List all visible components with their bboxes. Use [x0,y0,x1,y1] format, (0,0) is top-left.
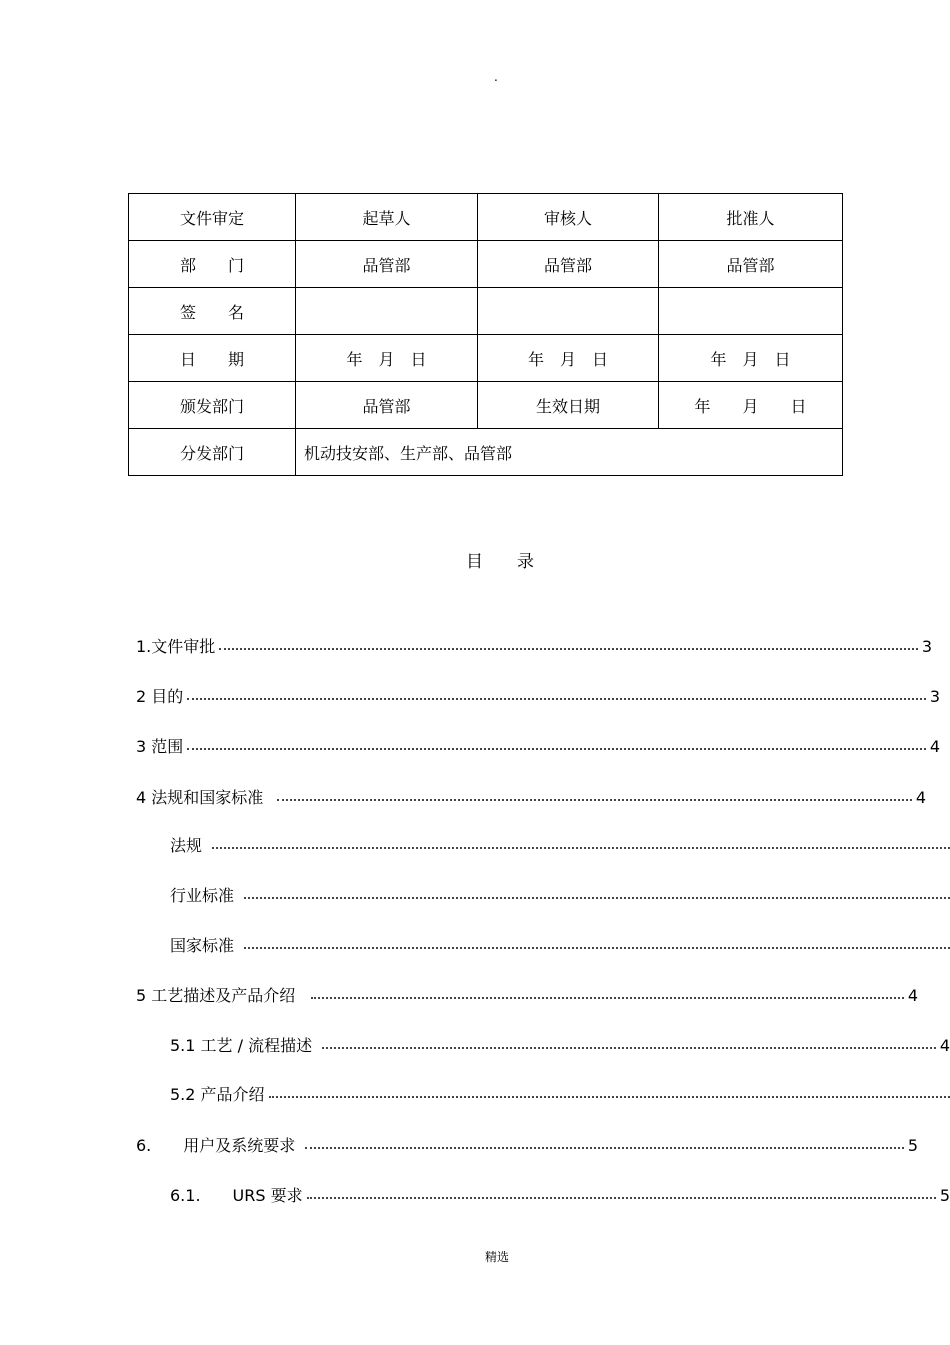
dot-leader [244,896,950,899]
table-cell: 品管部 [478,241,659,288]
dot-leader [277,798,912,801]
date-cell: 年 月 日 [296,335,478,382]
table-cell: 品管部 [296,382,478,429]
dot-leader [311,996,904,999]
toc-entry-label: 法规 [170,836,203,855]
toc-entry[interactable] [170,883,950,907]
toc-entry-label: 4 法规和国家标准 [136,788,264,807]
toc-entry[interactable] [170,1183,950,1207]
table-cell: 颁发部门 [129,382,296,429]
toc-entry[interactable] [170,1082,950,1106]
footer-label: 精选 [484,1250,509,1264]
dot-leader [244,946,950,949]
table-cell: 生效日期 [478,382,659,429]
toc-entry-page: 4 [907,986,918,1005]
toc-entry-page: 3 [921,637,932,656]
signature-cell [296,288,478,335]
toc-entry-label: 行业标准 [170,886,235,905]
dot-leader [307,1196,936,1199]
table-row [129,335,843,382]
table-row [129,288,843,335]
toc-entry[interactable] [170,933,950,957]
dot-leader [219,647,918,650]
table-cell: 文件审定 [129,194,296,241]
table-row [129,194,843,241]
dot-leader [322,1046,936,1049]
toc-entry-label: 3 范围 [136,737,184,756]
toc-title: 目 录 [466,552,534,572]
toc-entry-page: 5 [939,1186,950,1205]
distribution-value: 机动技安部、生产部、品管部 [296,429,843,476]
dot-leader [187,697,926,700]
header-mark: . [494,70,498,84]
toc-entry[interactable] [136,785,926,809]
toc-entry-label: 5.2 产品介绍 [170,1085,265,1104]
toc-entry[interactable] [170,833,950,857]
toc-entry-page: 4 [915,788,926,807]
toc-entry-page: 5 [907,1136,918,1155]
table-cell: 起草人 [296,194,478,241]
table-cell: 品管部 [659,241,843,288]
toc-entry-page: 4 [939,1036,950,1055]
signature-cell [478,288,659,335]
date-cell: 年 月 日 [478,335,659,382]
toc-entry[interactable] [136,634,932,658]
table-cell: 签 名 [129,288,296,335]
toc-entry[interactable] [136,684,940,708]
table-row [129,429,843,476]
table-row [129,382,843,429]
toc-entry[interactable] [136,734,940,758]
toc-entry-page: 3 [929,687,940,706]
toc-entry-label: 2 目的 [136,687,184,706]
table-cell: 批准人 [659,194,843,241]
dot-leader [187,747,926,750]
toc-entry-label: 5.1 工艺 / 流程描述 [170,1036,313,1055]
table-cell: 品管部 [296,241,478,288]
toc-entry-label: 5 工艺描述及产品介绍 [136,986,296,1005]
toc-entry-label: 1.文件审批 [136,637,216,656]
approval-table [128,193,843,476]
toc-entry-label: 6. 用户及系统要求 [136,1136,296,1155]
date-cell: 年 月 日 [659,382,843,429]
toc-entry-label: 6.1. URS 要求 [170,1186,303,1205]
toc-entry-label: 国家标准 [170,936,235,955]
table-cell: 分发部门 [129,429,296,476]
toc-entry[interactable] [136,1133,918,1157]
toc-entry[interactable] [136,983,918,1007]
table-row [129,241,843,288]
table-cell: 部 门 [129,241,296,288]
dot-leader [305,1146,904,1149]
toc-entry[interactable] [170,1033,950,1057]
dot-leader [269,1095,950,1098]
table-cell: 审核人 [478,194,659,241]
signature-cell [659,288,843,335]
table-cell: 日 期 [129,335,296,382]
dot-leader [212,846,950,849]
toc-entry-page: 4 [929,737,940,756]
date-cell: 年 月 日 [659,335,843,382]
